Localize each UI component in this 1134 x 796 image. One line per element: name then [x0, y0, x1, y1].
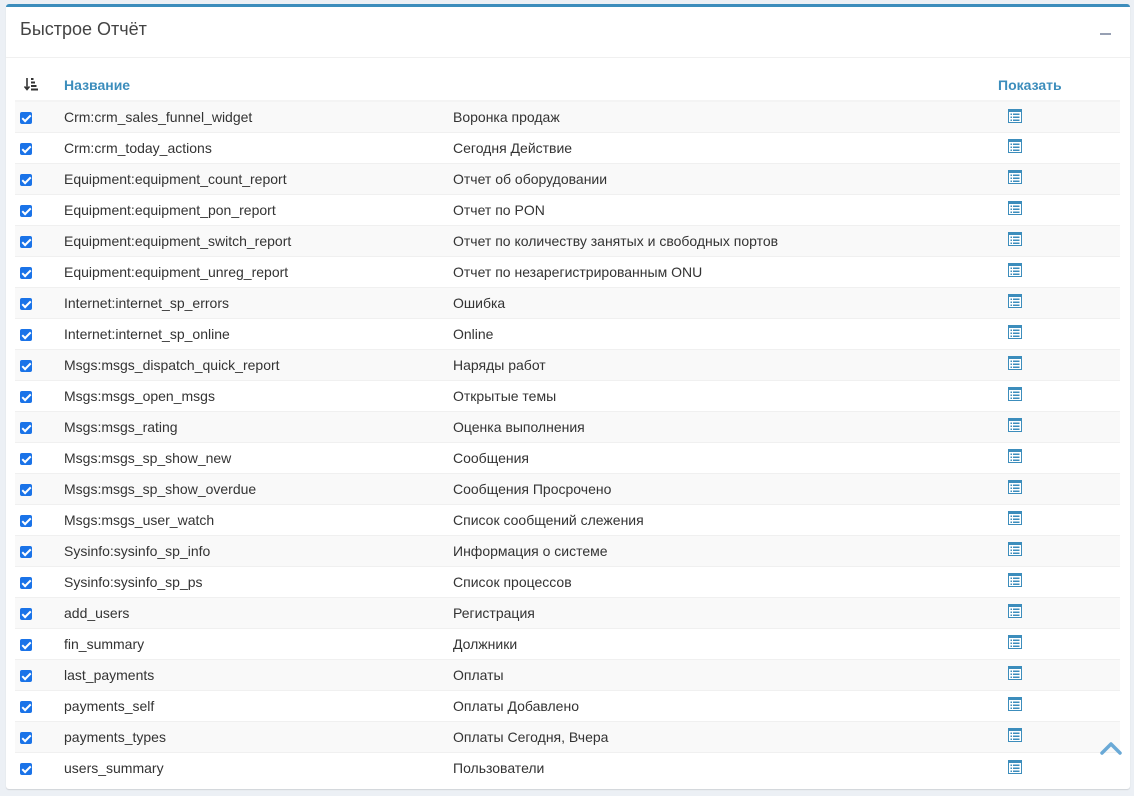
row-checkbox-cell: [15, 225, 64, 256]
show-cell: [998, 287, 1120, 318]
sort-header: [15, 70, 64, 101]
list-alt-icon[interactable]: [1008, 263, 1022, 280]
table-row: [15, 690, 1120, 721]
row-checkbox-cell: [15, 659, 64, 690]
report-name: Msgs:msgs_user_watch: [64, 504, 453, 535]
report-description: Online: [453, 318, 998, 349]
show-cell: [998, 628, 1120, 659]
report-description: Отчет по PON: [453, 194, 998, 225]
row-checkbox-cell: [15, 721, 64, 752]
row-checkbox-cell: [15, 566, 64, 597]
list-alt-icon[interactable]: [1008, 666, 1022, 683]
show-cell: [998, 318, 1120, 349]
list-alt-icon[interactable]: [1008, 542, 1022, 559]
row-checkbox[interactable]: [20, 515, 32, 527]
list-alt-icon[interactable]: [1008, 294, 1022, 311]
row-checkbox-cell: [15, 690, 64, 721]
row-checkbox[interactable]: [20, 391, 32, 403]
list-alt-icon[interactable]: [1008, 418, 1022, 435]
row-checkbox-cell: [15, 380, 64, 411]
list-alt-icon[interactable]: [1008, 604, 1022, 621]
show-cell: [998, 752, 1120, 783]
row-checkbox[interactable]: [20, 143, 32, 155]
list-alt-icon[interactable]: [1008, 325, 1022, 342]
row-checkbox[interactable]: [20, 298, 32, 310]
show-cell: [998, 659, 1120, 690]
show-cell: [998, 194, 1120, 225]
table-row: [15, 349, 1120, 380]
report-description: Сегодня Действие: [453, 132, 998, 163]
report-description: Должники: [453, 628, 998, 659]
row-checkbox[interactable]: [20, 608, 32, 620]
show-cell: [998, 256, 1120, 287]
row-checkbox[interactable]: [20, 112, 32, 124]
report-description: Ошибка: [453, 287, 998, 318]
report-name: Crm:crm_sales_funnel_widget: [64, 101, 453, 132]
report-description: Наряды работ: [453, 349, 998, 380]
minus-icon[interactable]: [1100, 29, 1112, 39]
table-row: [15, 597, 1120, 628]
table-row: [15, 287, 1120, 318]
report-description: Пользователи: [453, 752, 998, 783]
table-row: [15, 132, 1120, 163]
report-description: Оплаты Сегодня, Вчера: [453, 721, 998, 752]
report-name: payments_types: [64, 721, 453, 752]
report-name: Equipment:equipment_switch_report: [64, 225, 453, 256]
row-checkbox[interactable]: [20, 329, 32, 341]
table-header-row: [15, 70, 1120, 101]
row-checkbox[interactable]: [20, 639, 32, 651]
report-name: Msgs:msgs_sp_show_overdue: [64, 473, 453, 504]
report-name: Sysinfo:sysinfo_sp_info: [64, 535, 453, 566]
row-checkbox-cell: [15, 256, 64, 287]
show-cell: [998, 504, 1120, 535]
row-checkbox-cell: [15, 318, 64, 349]
show-cell: [998, 535, 1120, 566]
report-table: [15, 70, 1120, 783]
show-cell: [998, 566, 1120, 597]
show-cell: [998, 349, 1120, 380]
report-name: Sysinfo:sysinfo_sp_ps: [64, 566, 453, 597]
row-checkbox[interactable]: [20, 453, 32, 465]
report-name: Msgs:msgs_open_msgs: [64, 380, 453, 411]
table-row: [15, 101, 1120, 132]
panel-header: [6, 7, 1130, 58]
list-alt-icon[interactable]: [1008, 760, 1022, 777]
list-alt-icon[interactable]: [1008, 449, 1022, 466]
table-row: [15, 194, 1120, 225]
sort-amount-icon[interactable]: [24, 77, 38, 94]
row-checkbox-cell: [15, 504, 64, 535]
row-checkbox-cell: [15, 194, 64, 225]
report-name: Crm:crm_today_actions: [64, 132, 453, 163]
row-checkbox[interactable]: [20, 577, 32, 589]
report-description: Отчет по количеству занятых и свободных портов: [453, 225, 998, 256]
list-alt-icon[interactable]: [1008, 139, 1022, 156]
list-alt-icon[interactable]: [1008, 697, 1022, 714]
list-alt-icon[interactable]: [1008, 480, 1022, 497]
list-alt-icon[interactable]: [1008, 170, 1022, 187]
report-description: Сообщения Просрочено: [453, 473, 998, 504]
report-description: Оплаты: [453, 659, 998, 690]
row-checkbox[interactable]: [20, 205, 32, 217]
row-checkbox-cell: [15, 628, 64, 659]
show-column-header[interactable]: Показать: [998, 70, 1120, 101]
report-name: fin_summary: [64, 628, 453, 659]
table-row: [15, 442, 1120, 473]
row-checkbox-cell: [15, 349, 64, 380]
row-checkbox[interactable]: [20, 422, 32, 434]
report-description: Открытые темы: [453, 380, 998, 411]
report-description: Отчет об оборудовании: [453, 163, 998, 194]
description-column-header: [453, 70, 998, 101]
show-cell: [998, 163, 1120, 194]
report-name: Equipment:equipment_unreg_report: [64, 256, 453, 287]
row-checkbox-cell: [15, 473, 64, 504]
report-name: Internet:internet_sp_errors: [64, 287, 453, 318]
table-row: [15, 225, 1120, 256]
row-checkbox[interactable]: [20, 267, 32, 279]
table-row: [15, 659, 1120, 690]
row-checkbox-cell: [15, 163, 64, 194]
row-checkbox-cell: [15, 442, 64, 473]
list-alt-icon[interactable]: [1008, 728, 1022, 745]
show-cell: [998, 225, 1120, 256]
row-checkbox[interactable]: [20, 484, 32, 496]
show-cell: [998, 473, 1120, 504]
table-row: [15, 473, 1120, 504]
report-name: Internet:internet_sp_online: [64, 318, 453, 349]
show-cell: [998, 442, 1120, 473]
report-name: last_payments: [64, 659, 453, 690]
row-checkbox-cell: [15, 132, 64, 163]
report-description: Список процессов: [453, 566, 998, 597]
report-description: Оплаты Добавлено: [453, 690, 998, 721]
row-checkbox[interactable]: [20, 360, 32, 372]
table-row: [15, 163, 1120, 194]
show-cell: [998, 411, 1120, 442]
panel-title: Быстрое Отчёт: [20, 19, 147, 39]
table-row: [15, 535, 1120, 566]
table-row: [15, 256, 1120, 287]
report-rows: [15, 101, 1120, 783]
report-name: add_users: [64, 597, 453, 628]
table-row: [15, 566, 1120, 597]
row-checkbox[interactable]: [20, 701, 32, 713]
list-alt-icon[interactable]: [1008, 232, 1022, 249]
row-checkbox-cell: [15, 411, 64, 442]
row-checkbox-cell: [15, 752, 64, 783]
row-checkbox[interactable]: [20, 670, 32, 682]
row-checkbox[interactable]: [20, 763, 32, 775]
list-alt-icon[interactable]: [1008, 511, 1022, 528]
report-name: Msgs:msgs_rating: [64, 411, 453, 442]
quick-report-panel: [6, 4, 1130, 789]
list-alt-icon[interactable]: [1008, 635, 1022, 652]
report-name: Msgs:msgs_sp_show_new: [64, 442, 453, 473]
show-cell: [998, 101, 1120, 132]
table-row: [15, 752, 1120, 783]
table-row: [15, 628, 1120, 659]
report-name: payments_self: [64, 690, 453, 721]
list-alt-icon[interactable]: [1008, 201, 1022, 218]
row-checkbox[interactable]: [20, 236, 32, 248]
report-name: users_summary: [64, 752, 453, 783]
table-row: [15, 721, 1120, 752]
report-name: Equipment:equipment_pon_report: [64, 194, 453, 225]
row-checkbox[interactable]: [20, 174, 32, 186]
report-description: Отчет по незарегистрированным ONU: [453, 256, 998, 287]
report-description: Оценка выполнения: [453, 411, 998, 442]
show-cell: [998, 690, 1120, 721]
table-row: [15, 318, 1120, 349]
row-checkbox[interactable]: [20, 732, 32, 744]
table-row: [15, 504, 1120, 535]
show-cell: [998, 597, 1120, 628]
name-column-header[interactable]: Название: [64, 70, 453, 101]
chevron-up-icon[interactable]: [1100, 740, 1122, 756]
row-checkbox-cell: [15, 287, 64, 318]
report-name: Equipment:equipment_count_report: [64, 163, 453, 194]
row-checkbox-cell: [15, 535, 64, 566]
row-checkbox-cell: [15, 101, 64, 132]
report-description: Регистрация: [453, 597, 998, 628]
list-alt-icon[interactable]: [1008, 356, 1022, 373]
list-alt-icon[interactable]: [1008, 109, 1022, 126]
report-description: Воронка продаж: [453, 101, 998, 132]
report-name: Msgs:msgs_dispatch_quick_report: [64, 349, 453, 380]
table-row: [15, 411, 1120, 442]
report-description: Сообщения: [453, 442, 998, 473]
report-description: Список сообщений слежения: [453, 504, 998, 535]
list-alt-icon[interactable]: [1008, 573, 1022, 590]
report-description: Информация о системе: [453, 535, 998, 566]
show-cell: [998, 380, 1120, 411]
row-checkbox[interactable]: [20, 546, 32, 558]
row-checkbox-cell: [15, 597, 64, 628]
show-cell: [998, 132, 1120, 163]
list-alt-icon[interactable]: [1008, 387, 1022, 404]
table-row: [15, 380, 1120, 411]
